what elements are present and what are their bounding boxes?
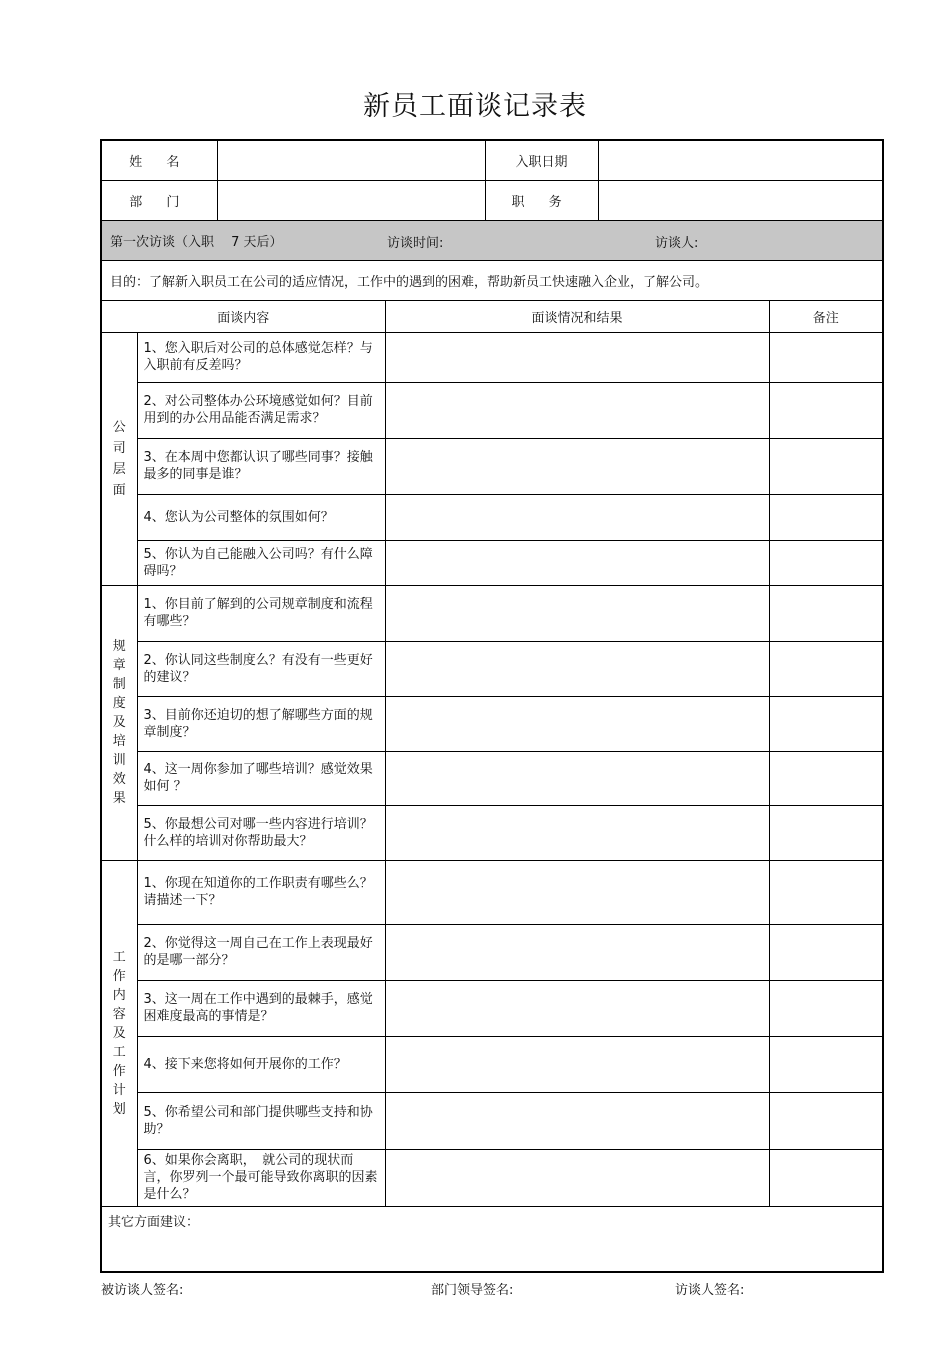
remark-cell[interactable] [769,438,883,494]
section-label-text: 规章制度及培训效果 [112,639,126,806]
position-label: 职 务 [485,180,598,220]
table-row [101,980,883,1036]
col-header-result: 面谈情况和结果 [385,300,769,332]
name-label: 姓 名 [101,140,217,180]
question-cell: 6、如果你会离职， 就公司的现状而言，你罗列一个最可能导致你离职的因素是什么？ [137,1149,385,1206]
entry-date-field[interactable] [598,140,883,180]
question-cell: 5、你认为自己能融入公司吗？有什么障碍吗？ [137,540,385,585]
result-cell[interactable] [385,540,769,585]
remark-cell[interactable] [769,585,883,641]
interviewer-sign-label: 访谈人签名: [675,1283,745,1298]
dept-field[interactable] [217,180,485,220]
dept-label: 部 门 [101,180,217,220]
col-header-remark: 备注 [769,300,883,332]
table-row [101,641,883,696]
remark-cell[interactable] [769,696,883,751]
result-cell[interactable] [385,924,769,980]
question-cell: 3、在本周中您都认识了哪些同事？接触最多的同事是谁？ [137,438,385,494]
time-label: 访谈时间: [387,235,444,251]
result-cell[interactable] [385,494,769,540]
question-cell: 3、这一周在工作中遇到的最棘手，感觉困难度最高的事情是？ [137,980,385,1036]
page-title: 新员工面谈记录表 [363,91,587,122]
table-row [101,1092,883,1149]
question-cell: 4、这一周你参加了哪些培训？感觉效果如何 ？ [137,751,385,805]
remark-cell[interactable] [769,540,883,585]
table-row [101,585,883,641]
result-cell[interactable] [385,805,769,860]
result-cell[interactable] [385,585,769,641]
interview-form [100,139,884,1273]
result-cell[interactable] [385,980,769,1036]
remark-cell[interactable] [769,860,883,924]
result-cell[interactable] [385,641,769,696]
section-label-text: 工作内容及工作计划 [112,949,126,1117]
interview-info-row [101,220,883,260]
table-row [101,924,883,980]
question-cell: 4、接下来您将如何开展你的工作？ [137,1036,385,1092]
question-cell: 1、您入职后对公司的总体感觉怎样？与入职前有反差吗？ [137,332,385,382]
question-cell: 2、对公司整体办公环境感觉如何？目前用到的办公用品能否满足需求？ [137,382,385,438]
leader-sign-label: 部门领导签名: [431,1283,514,1298]
result-cell[interactable] [385,438,769,494]
table-row [101,805,883,860]
other-suggestions-label: 其它方面建议： [108,1214,200,1230]
result-cell[interactable] [385,860,769,924]
remark-cell[interactable] [769,641,883,696]
table-row [101,751,883,805]
entry-date-label: 入职日期 [485,140,598,180]
remark-cell[interactable] [769,332,883,382]
question-cell: 2、你认同这些制度么？有没有一些更好的建议？ [137,641,385,696]
purpose-text: 目的：了解新入职员工在公司的适应情况，工作中的遇到的困难，帮助新员工快速融入企业，了解公司。 [101,260,883,300]
result-cell[interactable] [385,696,769,751]
table-row [101,438,883,494]
other-suggestions[interactable] [101,1206,883,1272]
result-cell[interactable] [385,1149,769,1206]
remark-cell[interactable] [769,494,883,540]
interviewee-sign-label: 被访谈人签名: [101,1283,184,1298]
table-row [101,1149,883,1206]
position-field[interactable] [598,180,883,220]
table-row [101,860,883,924]
result-cell[interactable] [385,1092,769,1149]
table-row [101,494,883,540]
remark-cell[interactable] [769,751,883,805]
result-cell[interactable] [385,1036,769,1092]
col-header-content: 面谈内容 [101,300,385,332]
question-cell: 5、你最想公司对哪一些内容进行培训？什么样的培训对你帮助最大？ [137,805,385,860]
remark-cell[interactable] [769,924,883,980]
table-row [101,332,883,382]
remark-cell[interactable] [769,1036,883,1092]
table-row [101,382,883,438]
remark-cell[interactable] [769,805,883,860]
section-label [101,860,137,1206]
name-field[interactable] [217,140,485,180]
section-label [101,585,137,860]
table-row [101,540,883,585]
table-row [101,696,883,751]
result-cell[interactable] [385,382,769,438]
table-row [101,1036,883,1092]
remark-cell[interactable] [769,980,883,1036]
section-label-text: 公司层面 [112,419,126,498]
question-cell: 3、目前你还迫切的想了解哪些方面的规章制度？ [137,696,385,751]
remark-cell[interactable] [769,382,883,438]
result-cell[interactable] [385,332,769,382]
question-cell: 5、你希望公司和部门提供哪些支持和协助？ [137,1092,385,1149]
round-label: 第一次访谈（入职 7 天后） [110,234,283,250]
remark-cell[interactable] [769,1149,883,1206]
remark-cell[interactable] [769,1092,883,1149]
section-label [101,332,137,585]
question-cell: 2、你觉得这一周自己在工作上表现最好的是哪一部分？ [137,924,385,980]
question-cell: 4、您认为公司整体的氛围如何？ [137,494,385,540]
question-cell: 1、你目前了解到的公司规章制度和流程有哪些？ [137,585,385,641]
result-cell[interactable] [385,751,769,805]
question-cell: 1、你现在知道你的工作职责有哪些么？请描述一下？ [137,860,385,924]
interviewer-label: 访谈人: [655,235,699,251]
